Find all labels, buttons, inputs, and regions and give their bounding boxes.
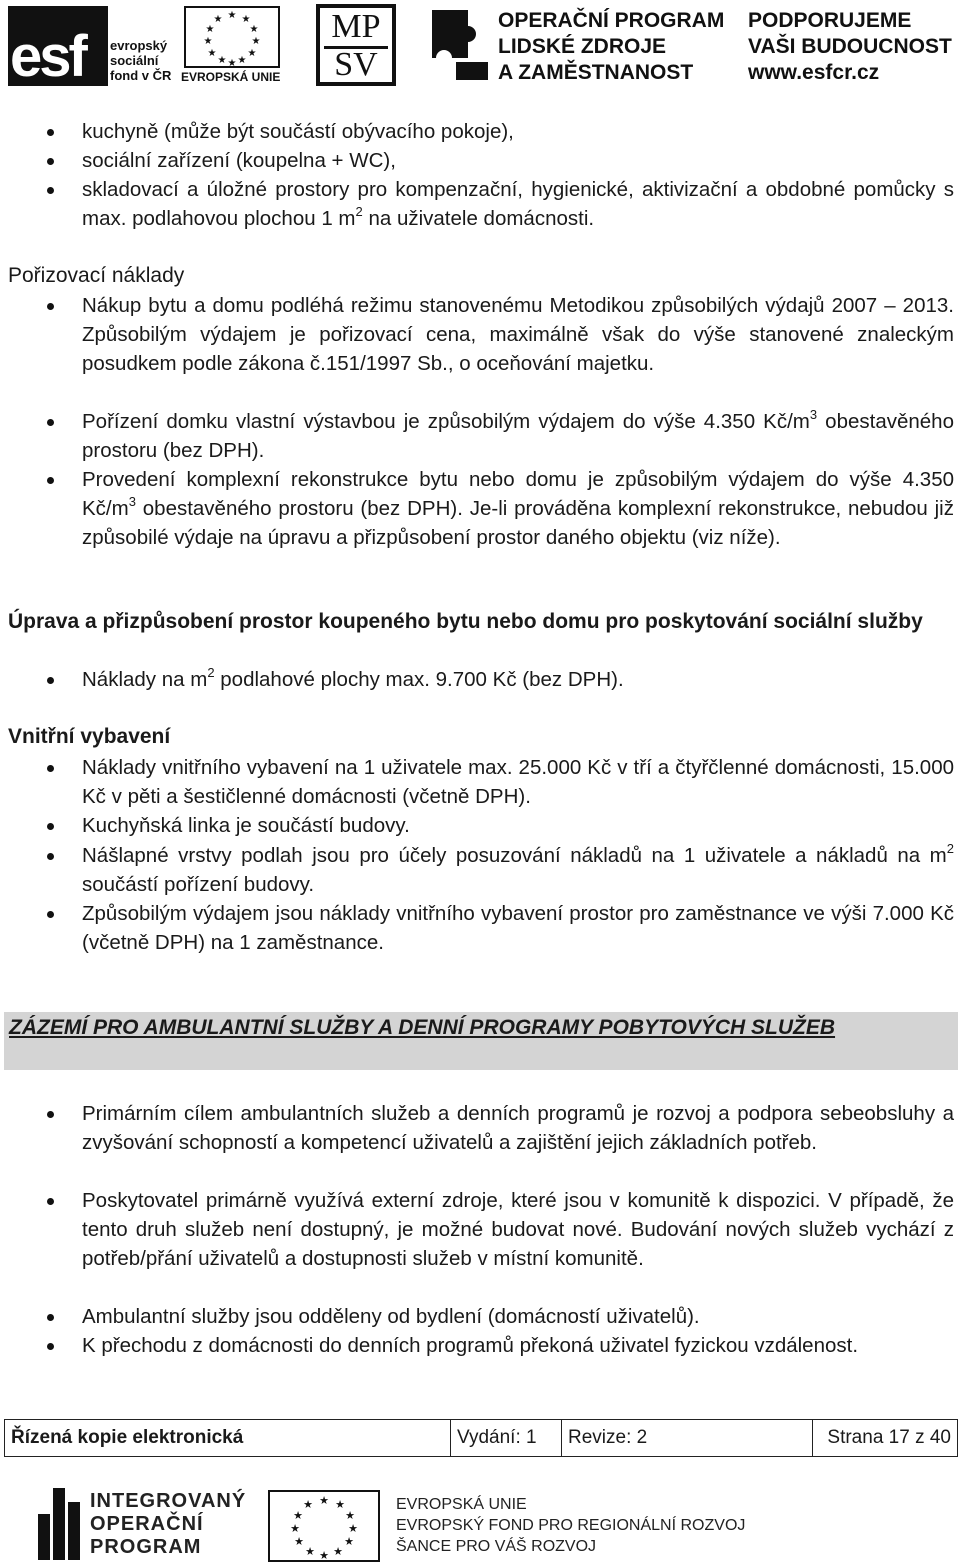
support-slogan xyxy=(748,8,952,86)
list-item: skladovací a úložné prostory pro kompenzační, hygienické, aktivizační a obdobné pomůcky s max. podlahovou plochou 1 $m^2$ na uživatele domácnosti. xyxy=(82,176,954,234)
svg-text:★: ★ xyxy=(241,14,251,25)
op-line: OPERAČNÍ PROGRAM xyxy=(498,9,725,32)
svg-text:★: ★ xyxy=(293,1510,303,1522)
list-item: Způsobilým výdajem jsou náklady vnitřního vybavení prostor pro zaměstnance ve výši 7.000 Kč (včetně DPH) na 1 zaměstnance. xyxy=(82,900,954,958)
svg-text:★: ★ xyxy=(344,1536,354,1548)
list-item: Primárním cílem ambulantních služeb a denních programů je rozvoj a podpora sebeobsluhy a zvyšování schopností a kompetencí uživatelů a zajištění jejich základních potřeb. xyxy=(82,1100,954,1158)
puzzle-icon xyxy=(428,6,492,84)
esf-caption xyxy=(110,38,171,83)
svg-text:★: ★ xyxy=(290,1523,300,1535)
iop-line: PROGRAM xyxy=(90,1536,202,1558)
svg-text:★: ★ xyxy=(217,55,227,66)
section-heading-equipment: Vnitřní vybavení xyxy=(8,725,171,748)
esf-line: fond v ČR xyxy=(110,68,172,83)
list-item: Nášlapné vrstvy podlah jsou pro účely posuzování nákladů na 1 uživatele a nákladů na $m^2$ součástí pořízení budovy. xyxy=(82,842,954,900)
mpsv-top: MP xyxy=(331,8,381,45)
eu-label: EVROPSKÁ UNIE xyxy=(181,70,281,84)
eu-flag-icon xyxy=(268,1490,380,1562)
op-title xyxy=(498,8,724,86)
svg-text:★: ★ xyxy=(303,1499,313,1511)
slogan-line: PODPORUJEME xyxy=(748,9,912,32)
erdf-line: EVROPSKÝ FOND PRO REGIONÁLNÍ ROZVOJ xyxy=(396,1517,746,1534)
list-item: Náklady na $m^2$ podlahové plochy max. 9.700 Kč (bez DPH). xyxy=(82,666,954,695)
section-heading-adaptation: Úprava a přizpůsobení prostor koupeného bytu nebo domu pro poskytování sociální služby xyxy=(8,610,923,633)
list-item: Provedení komplexní rekonstrukce bytu nebo domu je způsobilým výdajem do výše 4.350 $Kč/m^3$ obestavěného prostoru (bez DPH). Je-li prováděna komplexní rekonstrukce, nebudou již způsobilé výdaje na úpravu a přizpůsobení prostor daného objektu (viz níže). xyxy=(82,466,954,552)
svg-text:★: ★ xyxy=(294,1536,304,1548)
list-item: sociální zařízení (koupelna + WC), xyxy=(82,147,954,176)
svg-text:★: ★ xyxy=(213,14,223,25)
list-item: kuchyně (může být součástí obývacího pokoje), xyxy=(82,118,954,147)
op-line: LIDSKÉ ZDROJE xyxy=(498,35,667,58)
list-item: Ambulantní služby jsou odděleny od bydlení (domácností uživatelů). xyxy=(82,1303,954,1332)
svg-text:★: ★ xyxy=(319,1495,329,1507)
list-item: Poskytovatel primárně využívá externí zdroje, které jsou v komunitě k dispozici. V případě, že tento druh služeb není dostupný, je možné budovat nové. Budování nových služeb vychází z potřeb/přání uživatelů a dostupnosti služeb v místní komunitě. xyxy=(82,1187,954,1273)
svg-text:★: ★ xyxy=(305,1546,315,1558)
svg-text:★: ★ xyxy=(237,55,247,66)
list-item: Nákup bytu a domu podléhá režimu stanovenému Metodikou způsobilých výdajů 2007 – 2013. Způsobilým výdajem je pořizovací cena, maximálně však do výše stanovené znaleckým posudkem podle zákona č.151/1997 Sb., o oceňování majetku. xyxy=(82,292,954,378)
svg-text:★: ★ xyxy=(335,1499,345,1511)
svg-text:★: ★ xyxy=(205,24,215,35)
svg-text:★: ★ xyxy=(227,10,237,21)
svg-text:★: ★ xyxy=(207,48,217,59)
list-item: Kuchyňská linka je součástí budovy. xyxy=(82,812,954,841)
esf-logo xyxy=(8,6,108,89)
mpsv-logo xyxy=(316,4,396,86)
page-number: Strana 17 z 40 xyxy=(813,1420,958,1457)
slogan-line: VAŠI BUDOUCNOST xyxy=(748,35,952,58)
svg-text:★: ★ xyxy=(348,1523,358,1535)
section-title: ZÁZEMÍ PRO AMBULANTNÍ SLUŽBY A DENNÍ PROGRAMY POBYTOVÝCH SLUŽEB xyxy=(9,1016,836,1039)
section-title-band xyxy=(4,1012,958,1070)
svg-text:★: ★ xyxy=(345,1510,355,1522)
list-item: Pořízení domku vlastní výstavbou je způsobilým výdajem do výše 4.350 $Kč/m^3$ obestavěného prostoru (bez DPH). xyxy=(82,408,954,466)
mpsv-bottom: SV xyxy=(334,46,378,83)
iop-line: INTEGROVANÝ xyxy=(90,1490,247,1512)
list-item: Náklady vnitřního vybavení na 1 uživatele max. 25.000 Kč v tří a čtyřčlenné domácnosti, 15.000 Kč v pěti a šestičlenné domácnosti (včetně DPH). xyxy=(82,754,954,812)
document-footer-table xyxy=(4,1419,958,1457)
eu-flag-icon xyxy=(184,6,280,68)
svg-text:★: ★ xyxy=(251,36,261,47)
esf-mark: esf xyxy=(10,24,85,89)
copy-label: Řízená kopie elektronická xyxy=(5,1420,451,1457)
website-link[interactable]: www.esfcr.cz xyxy=(748,61,880,84)
edition-label: Vydání: 1 xyxy=(451,1420,562,1457)
op-line: A ZAMĚSTNANOST xyxy=(498,61,694,84)
erdf-caption xyxy=(396,1494,745,1557)
svg-text:★: ★ xyxy=(203,36,213,47)
iop-logo-icon xyxy=(38,1488,80,1560)
revision-label: Revize: 2 xyxy=(562,1420,813,1457)
svg-text:★: ★ xyxy=(247,48,257,59)
list-item: K přechodu z domácnosti do denních programů překoná uživatel fyzickou vzdálenost. xyxy=(82,1332,954,1361)
svg-text:★: ★ xyxy=(227,58,237,66)
page-header xyxy=(0,0,960,92)
iop-line: OPERAČNÍ xyxy=(90,1513,204,1535)
footer-row xyxy=(5,1420,958,1457)
svg-text:★: ★ xyxy=(333,1546,343,1558)
section-heading-purchase: Pořizovací náklady xyxy=(8,264,185,287)
esf-line: evropský xyxy=(110,38,168,53)
iop-title xyxy=(90,1490,246,1559)
svg-text:★: ★ xyxy=(249,24,259,35)
erdf-line: ŠANCE PRO VÁŠ ROZVOJ xyxy=(396,1538,597,1555)
svg-text:★: ★ xyxy=(319,1550,329,1560)
esf-line: sociální xyxy=(110,53,159,68)
erdf-line: EVROPSKÁ UNIE xyxy=(396,1496,527,1513)
